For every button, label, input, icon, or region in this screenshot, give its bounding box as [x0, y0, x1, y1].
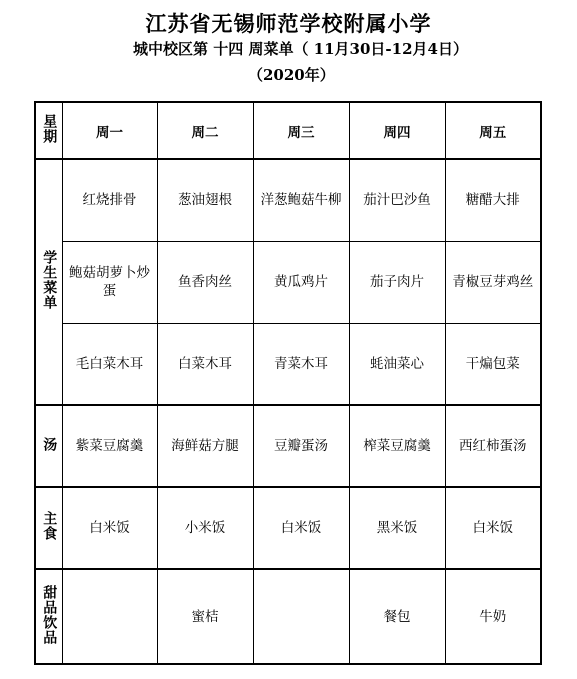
staple-cell: 白米饭 — [253, 487, 349, 569]
soup-cell: 紫菜豆腐羹 — [62, 405, 157, 487]
soup-cell: 西红柿蛋汤 — [445, 405, 541, 487]
staple-cell: 黑米饭 — [349, 487, 445, 569]
staple-label-cell — [35, 487, 62, 569]
menu-cell: 糖醋大排 — [445, 159, 541, 241]
staple-row — [35, 487, 541, 569]
menu-cell: 黄瓜鸡片 — [253, 241, 349, 323]
menu-cell: 毛白菜木耳 — [62, 323, 157, 405]
menu-cell: 鱼香肉丝 — [157, 241, 253, 323]
header-day-wed: 周三 — [253, 102, 349, 159]
dessert-row — [35, 569, 541, 664]
dessert-cell — [253, 569, 349, 664]
header-day-thu: 周四 — [349, 102, 445, 159]
header-day-mon: 周一 — [62, 102, 157, 159]
student-menu-label: 学生菜单 — [41, 250, 58, 310]
student-menu-label-cell — [35, 159, 62, 405]
menu-subtitle: 城中校区第 十四 周菜单（ 11月30日-12月4日） — [133, 40, 468, 58]
weekday-label: 星期 — [41, 113, 58, 144]
header-row — [35, 102, 541, 159]
header-day-fri: 周五 — [445, 102, 541, 159]
menu-cell: 白菜木耳 — [157, 323, 253, 405]
menu-cell: 葱油翅根 — [157, 159, 253, 241]
dessert-cell: 餐包 — [349, 569, 445, 664]
staple-cell: 白米饭 — [62, 487, 157, 569]
weekday-corner-cell — [35, 102, 62, 159]
menu-cell: 红烧排骨 — [62, 159, 157, 241]
soup-label-cell — [35, 405, 62, 487]
menu-cell: 干煸包菜 — [445, 323, 541, 405]
school-title: 江苏省无锡师范学校附属小学 — [145, 11, 432, 36]
menu-cell: 茄子肉片 — [349, 241, 445, 323]
staple-cell: 小米饭 — [157, 487, 253, 569]
soup-cell: 豆瓣蛋汤 — [253, 405, 349, 487]
menu-cell: 青菜木耳 — [253, 323, 349, 405]
student-menu-row — [35, 323, 541, 405]
soup-cell: 海鲜菇方腿 — [157, 405, 253, 487]
staple-label: 主食 — [41, 511, 58, 541]
menu-cell: 青椒豆芽鸡丝 — [445, 241, 541, 323]
weekly-menu-table — [34, 101, 542, 665]
menu-cell: 茄汁巴沙鱼 — [349, 159, 445, 241]
dessert-cell: 蜜桔 — [157, 569, 253, 664]
dessert-cell — [62, 569, 157, 664]
menu-cell: 洋葱鲍菇牛柳 — [253, 159, 349, 241]
menu-cell: 鲍菇胡萝卜炒蛋 — [62, 241, 157, 323]
menu-year: （2020年） — [248, 66, 335, 84]
student-menu-row — [35, 241, 541, 323]
student-menu-row — [35, 159, 541, 241]
menu-cell: 蚝油菜心 — [349, 323, 445, 405]
soup-label: 汤 — [41, 436, 58, 452]
header-day-tue: 周二 — [157, 102, 253, 159]
soup-cell: 榨菜豆腐羹 — [349, 405, 445, 487]
dessert-label: 甜品饮品 — [41, 584, 58, 645]
dessert-cell: 牛奶 — [445, 569, 541, 664]
dessert-label-cell — [35, 569, 62, 664]
staple-cell: 白米饭 — [445, 487, 541, 569]
soup-row — [35, 405, 541, 487]
